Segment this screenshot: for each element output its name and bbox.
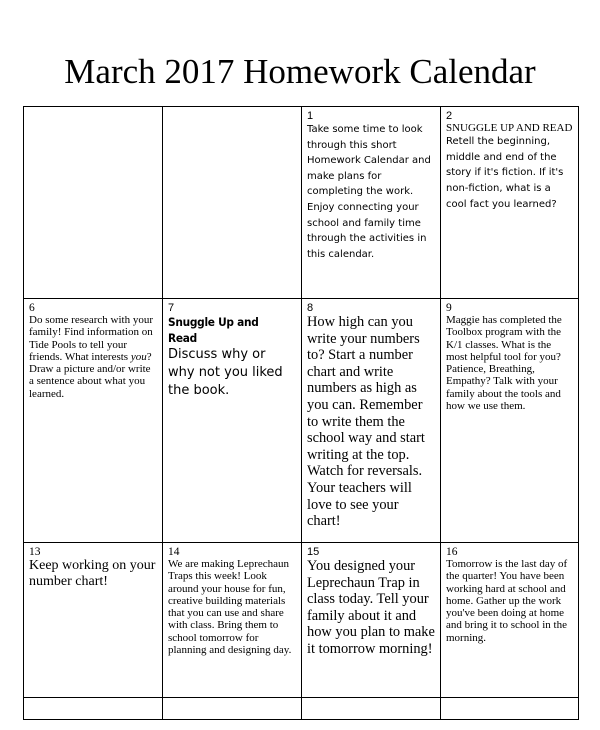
day-activity-heading: SNUGGLE UP AND READ — [446, 122, 573, 134]
calendar-cell-day-1 — [302, 107, 441, 299]
calendar-cell-empty — [24, 698, 163, 720]
calendar-cell-empty — [24, 107, 163, 299]
calendar-week-row — [24, 543, 579, 698]
calendar-week-row-partial — [24, 698, 579, 720]
calendar-grid — [23, 106, 579, 720]
day-activity-text: We are making Leprechaun Traps this week! Look around your house for fun, creative building materials that you can use and share with class. Bring them to school tomorrow for planning and designing day. — [168, 558, 292, 657]
day-number: 16 — [446, 546, 458, 558]
calendar-cell-day-8 — [302, 299, 441, 543]
day-activity-text: Retell the beginning, middle and end of the story if it's fiction. If it's non-fiction, what is a cool fact you learned? — [446, 136, 564, 210]
day-number: 2 — [446, 110, 453, 122]
day-activity-text: You designed your Leprechaun Trap in class today. Tell your family about it and how you plan to make it tomorrow morning! — [307, 558, 435, 657]
calendar-cell-empty — [302, 698, 441, 720]
calendar-cell-day-14 — [163, 543, 302, 698]
calendar-cell-day-2 — [441, 107, 579, 299]
day-activity-text: Do some research with your family! Find information on Tide Pools to tell your friends. What interests you? Draw a picture and/or write a sentence about what you learned. — [29, 314, 154, 400]
calendar-week-row — [24, 299, 579, 543]
day-activity-text: How high can you write your numbers to? Start a number chart and write numbers as high as you can. Remember to write them the school way and start writing at the top. Watch for reversals. Your teachers will love to see your chart! — [307, 314, 425, 530]
day-activity-text: Keep working on your number chart! — [29, 558, 156, 590]
day-number: 14 — [168, 546, 180, 558]
calendar-cell-day-9 — [441, 299, 579, 543]
day-number: 9 — [446, 302, 452, 314]
page-title: March 2017 Homework Calendar — [64, 52, 536, 91]
day-number: 15 — [307, 546, 320, 558]
day-activity-text: Maggie has completed the Toolbox program with the K/1 classes. What is the most helpful tool for you? Patience, Breathing, Empathy? Talk with your family about the tools and how we use them. — [446, 314, 562, 413]
calendar-cell-day-6 — [24, 299, 163, 543]
calendar-cell-empty — [163, 698, 302, 720]
day-number: 6 — [29, 302, 35, 314]
calendar-cell-day-15 — [302, 543, 441, 698]
calendar-cell-empty — [163, 107, 302, 299]
calendar-cell-day-13 — [24, 543, 163, 698]
day-activity-text: Tomorrow is the last day of the quarter! You have been working hard at school and home. Gather up the work you've been doing at home and bring it to school in the morning. — [446, 558, 568, 644]
calendar-cell-day-7 — [163, 299, 302, 543]
day-number: 7 — [168, 302, 175, 314]
day-activity-heading: Snuggle Up and Read — [168, 315, 259, 345]
day-number: 13 — [29, 546, 41, 558]
calendar-cell-day-16 — [441, 543, 579, 698]
calendar-week-row — [24, 107, 579, 299]
day-number: 1 — [307, 110, 314, 122]
day-number: 8 — [307, 302, 314, 314]
day-activity-text: Take some time to look through this short Homework Calendar and make plans for completing the work. Enjoy connecting your school and family time through the activities in this calendar. — [307, 124, 431, 260]
calendar-cell-empty — [441, 698, 579, 720]
day-activity-text: Discuss why or why not you liked the book. — [168, 347, 283, 398]
